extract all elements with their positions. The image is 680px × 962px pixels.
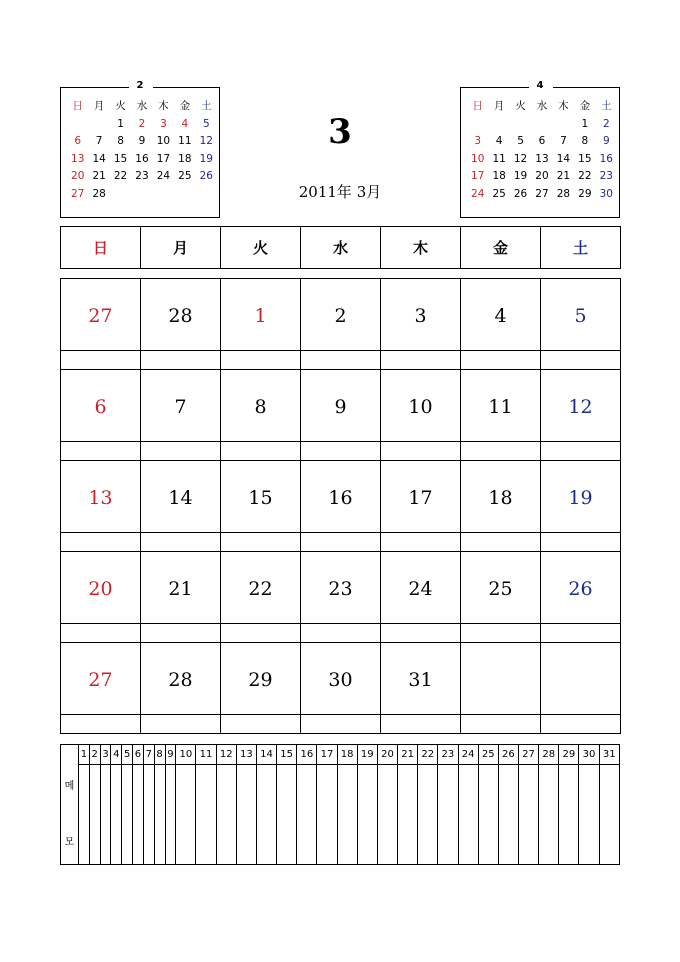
mini-weekday-label: 日: [472, 100, 483, 112]
mini-day-cell: [67, 116, 88, 134]
mini-day-cell: 8: [581, 135, 589, 147]
memo-day-number: 16: [297, 745, 317, 765]
mini-day-cell: 12: [199, 135, 213, 147]
note-cell: [381, 533, 461, 552]
year-month-title: 2011年 3月: [298, 183, 382, 201]
memo-day-number: 28: [539, 745, 559, 765]
mini-weekday-label: 水: [536, 100, 548, 112]
mini-day-cell: 17: [156, 152, 171, 165]
mini-day-cell: 27: [535, 187, 549, 200]
mini-day-cell: 2: [138, 117, 146, 130]
memo-day-number: 10: [176, 745, 196, 765]
weekday-header-cell: 日: [61, 227, 141, 269]
mini-day-cell: 30: [599, 187, 613, 200]
mini-day-cell: 21: [92, 170, 106, 182]
mini-day-cell: 23: [135, 170, 149, 182]
week-note-row: [61, 624, 621, 643]
mini-day-cell: 4: [495, 135, 503, 147]
day-cell: 26: [541, 552, 621, 624]
note-cell: [221, 715, 301, 734]
mini-day-cell: 28: [92, 187, 106, 200]
mini-day-cell: [131, 186, 152, 204]
day-cell: 6: [61, 370, 141, 442]
day-cell: 29: [221, 643, 301, 715]
day-cell: 13: [61, 461, 141, 533]
mini-day-cell: 15: [113, 152, 128, 165]
mini-day-cell: 27: [71, 187, 85, 200]
day-cell: 19: [541, 461, 621, 533]
mini-day-cell: [88, 116, 109, 134]
week-row: [61, 643, 621, 715]
note-cell: [221, 351, 301, 370]
mini-day-cell: 10: [471, 152, 485, 165]
mini-weekday-label: 土: [201, 100, 212, 112]
weekday-header: [60, 226, 621, 269]
note-cell: [61, 624, 141, 643]
mini-day-cell: 11: [492, 152, 506, 165]
mini-day-cell: [531, 116, 552, 134]
note-cell: [61, 442, 141, 461]
memo-day-number: 5: [122, 745, 133, 765]
mini-day-cell: 5: [202, 117, 210, 130]
mini-calendar-prev-title: 2: [136, 80, 144, 91]
memo-cell: [559, 765, 579, 865]
memo-cell: [154, 765, 165, 865]
mini-day-cell: 9: [138, 135, 146, 147]
week-row: [61, 552, 621, 624]
memo-day-number: 8: [154, 745, 165, 765]
note-cell: [541, 715, 621, 734]
weekday-header-cell: 月: [141, 227, 221, 269]
note-cell: [381, 624, 461, 643]
memo-day-number: 23: [438, 745, 458, 765]
memo-cell: [579, 765, 599, 865]
memo-strip: [60, 744, 620, 865]
mini-day-cell: 24: [471, 187, 485, 200]
note-cell: [301, 442, 381, 461]
mini-day-cell: 20: [535, 170, 549, 182]
note-cell: [221, 624, 301, 643]
memo-cell: [89, 765, 100, 865]
note-cell: [301, 715, 381, 734]
mini-weekday-label: 金: [179, 100, 191, 112]
mini-weekday-label: 日: [72, 100, 83, 112]
day-cell: [541, 643, 621, 715]
mini-day-cell: [174, 186, 195, 204]
memo-day-number: 7: [143, 745, 154, 765]
mini-calendar-prev: [60, 80, 220, 218]
mini-day-cell: 5: [517, 135, 524, 147]
mini-day-cell: 14: [92, 152, 106, 165]
memo-cell: [297, 765, 317, 865]
mini-day-cell: 6: [74, 135, 82, 147]
memo-cell: [418, 765, 438, 865]
mini-day-cell: 21: [556, 170, 571, 182]
mini-day-cell: 3: [160, 117, 167, 130]
note-cell: [541, 351, 621, 370]
day-cell: 30: [301, 643, 381, 715]
day-cell: 18: [461, 461, 541, 533]
day-cell: 28: [141, 643, 221, 715]
note-cell: [541, 442, 621, 461]
mini-day-cell: 18: [178, 152, 192, 165]
day-cell: 17: [381, 461, 461, 533]
day-cell: 4: [461, 279, 541, 351]
mini-day-cell: 13: [71, 152, 85, 165]
mini-day-cell: 24: [156, 170, 171, 182]
memo-cell: [143, 765, 154, 865]
day-cell: 11: [461, 370, 541, 442]
mini-day-cell: [110, 186, 131, 204]
memo-cell: [317, 765, 337, 865]
weekday-header-cell: 火: [221, 227, 301, 269]
memo-day-number: 31: [599, 745, 619, 765]
day-cell: 23: [301, 552, 381, 624]
mini-day-cell: 26: [513, 187, 528, 200]
mini-weekday-label: 土: [601, 100, 612, 112]
day-cell: 14: [141, 461, 221, 533]
day-cell: 28: [141, 279, 221, 351]
day-cell: 7: [141, 370, 221, 442]
mini-day-cell: 19: [199, 152, 213, 165]
memo-day-number: 26: [498, 745, 518, 765]
mini-day-cell: 18: [492, 170, 506, 182]
mini-weekday-label: 金: [579, 100, 591, 112]
memo-day-number: 6: [133, 745, 144, 765]
week-row: [61, 370, 621, 442]
memo-cell: [100, 765, 111, 865]
day-cell: 20: [61, 552, 141, 624]
day-cell: 15: [221, 461, 301, 533]
day-cell: 27: [61, 643, 141, 715]
note-cell: [61, 715, 141, 734]
mini-calendar-prev-grid: [67, 98, 217, 203]
memo-cell: [196, 765, 216, 865]
weekday-header-cell: 土: [541, 227, 621, 269]
note-cell: [61, 351, 141, 370]
memo-cell: [377, 765, 397, 865]
mini-day-cell: 9: [602, 135, 610, 147]
calendar-grid: [60, 278, 621, 734]
mini-day-cell: 14: [556, 152, 571, 165]
week-note-row: [61, 715, 621, 734]
week-note-row: [61, 351, 621, 370]
mini-day-cell: 6: [538, 135, 546, 147]
mini-day-cell: 22: [113, 170, 128, 182]
mini-weekday-label: 火: [515, 100, 526, 112]
memo-label-top: 메: [64, 781, 75, 792]
week-row: [61, 461, 621, 533]
memo-cell: [498, 765, 518, 865]
note-cell: [221, 533, 301, 552]
day-cell: 21: [141, 552, 221, 624]
mini-day-cell: 19: [513, 170, 528, 182]
day-cell: [461, 643, 541, 715]
memo-cell: [539, 765, 559, 865]
mini-day-cell: 16: [135, 152, 149, 165]
note-cell: [381, 351, 461, 370]
weekday-header-cell: 金: [461, 227, 541, 269]
memo-cell: [337, 765, 357, 865]
memo-cell: [458, 765, 478, 865]
day-cell: 27: [61, 279, 141, 351]
weekday-header-cell: 木: [381, 227, 461, 269]
note-cell: [301, 624, 381, 643]
mini-day-cell: 26: [199, 170, 213, 182]
memo-cell: [256, 765, 276, 865]
memo-day-number: 3: [100, 745, 111, 765]
mini-day-cell: 20: [71, 170, 85, 182]
mini-weekday-label: 月: [493, 100, 505, 112]
note-cell: [541, 533, 621, 552]
memo-day-number: 24: [458, 745, 478, 765]
memo-cell: [236, 765, 256, 865]
mini-day-cell: 22: [578, 170, 592, 182]
mini-day-cell: 1: [117, 117, 124, 130]
mini-day-cell: 3: [474, 135, 482, 147]
week-note-row: [61, 533, 621, 552]
memo-day-number: 30: [579, 745, 599, 765]
memo-cell: [216, 765, 236, 865]
memo-day-number: 20: [377, 745, 397, 765]
note-cell: [461, 533, 541, 552]
note-cell: [141, 715, 221, 734]
note-cell: [301, 533, 381, 552]
mini-calendar-next-title: 4: [536, 80, 544, 91]
memo-day-number: 27: [518, 745, 538, 765]
note-cell: [141, 351, 221, 370]
memo-day-number: 2: [89, 745, 100, 765]
month-number: 3: [328, 112, 352, 152]
week-row: [61, 279, 621, 351]
memo-day-number: 4: [111, 745, 122, 765]
memo-cell: [357, 765, 377, 865]
mini-day-cell: 7: [560, 135, 567, 147]
mini-day-cell: [488, 116, 509, 134]
mini-day-cell: 8: [117, 135, 124, 147]
mini-day-cell: 23: [599, 170, 613, 182]
mini-day-cell: 7: [95, 135, 103, 147]
memo-cell: [277, 765, 297, 865]
memo-day-number: 15: [277, 745, 297, 765]
mini-day-cell: 16: [599, 152, 613, 165]
memo-day-number: 18: [337, 745, 357, 765]
note-cell: [461, 715, 541, 734]
memo-day-number: 21: [398, 745, 418, 765]
day-cell: 2: [301, 279, 381, 351]
memo-cell: [176, 765, 196, 865]
memo-cell: [398, 765, 418, 865]
mini-weekday-label: 月: [93, 100, 105, 112]
day-cell: 31: [381, 643, 461, 715]
memo-cell: [599, 765, 619, 865]
memo-cell: [518, 765, 538, 865]
memo-day-number: 12: [216, 745, 236, 765]
note-cell: [541, 624, 621, 643]
memo-day-number: 19: [357, 745, 377, 765]
mini-day-cell: 28: [556, 187, 571, 200]
memo-day-number: 11: [196, 745, 216, 765]
mini-day-cell: 15: [578, 152, 592, 165]
memo-corner: [61, 745, 79, 865]
mini-day-cell: 4: [181, 117, 189, 130]
day-cell: 3: [381, 279, 461, 351]
mini-weekday-label: 火: [115, 100, 126, 112]
mini-day-cell: 11: [178, 135, 192, 147]
memo-cell: [438, 765, 458, 865]
mini-day-cell: 17: [471, 170, 485, 182]
mini-weekday-label: 木: [558, 100, 569, 112]
day-cell: 10: [381, 370, 461, 442]
note-cell: [301, 351, 381, 370]
note-cell: [461, 442, 541, 461]
mini-day-cell: [510, 116, 531, 134]
note-cell: [461, 351, 541, 370]
memo-day-number: 1: [79, 745, 90, 765]
note-cell: [381, 715, 461, 734]
mini-day-cell: 29: [578, 187, 592, 200]
mini-day-cell: 25: [178, 170, 192, 182]
day-cell: 24: [381, 552, 461, 624]
mini-day-cell: 10: [156, 135, 171, 147]
note-cell: [221, 442, 301, 461]
memo-cell: [111, 765, 122, 865]
memo-day-number: 9: [165, 745, 176, 765]
mini-day-cell: [196, 186, 217, 204]
note-cell: [61, 533, 141, 552]
memo-day-number: 25: [478, 745, 498, 765]
note-cell: [141, 442, 221, 461]
memo-day-number: 14: [256, 745, 276, 765]
mini-day-cell: 1: [581, 117, 589, 130]
day-cell: 12: [541, 370, 621, 442]
memo-cell: [478, 765, 498, 865]
day-cell: 22: [221, 552, 301, 624]
mini-day-cell: 12: [513, 152, 528, 165]
memo-day-number: 22: [418, 745, 438, 765]
memo-day-number: 29: [559, 745, 579, 765]
note-cell: [141, 624, 221, 643]
mini-weekday-label: 木: [158, 100, 169, 112]
memo-cell: [122, 765, 133, 865]
mini-day-cell: [153, 186, 174, 204]
note-cell: [381, 442, 461, 461]
memo-day-number: 13: [236, 745, 256, 765]
day-cell: 1: [221, 279, 301, 351]
memo-cell: [165, 765, 176, 865]
mini-day-cell: 13: [535, 152, 549, 165]
memo-cell: [79, 765, 90, 865]
mini-day-cell: [467, 116, 488, 134]
note-cell: [461, 624, 541, 643]
memo-day-number: 17: [317, 745, 337, 765]
mini-calendar-next-grid: [467, 98, 617, 203]
mini-day-cell: [553, 116, 574, 134]
mini-day-cell: 2: [602, 117, 610, 130]
day-cell: 5: [541, 279, 621, 351]
day-cell: 16: [301, 461, 381, 533]
note-cell: [141, 533, 221, 552]
mini-weekday-label: 水: [136, 100, 148, 112]
mini-calendar-next: [460, 80, 620, 218]
mini-day-cell: 25: [492, 187, 506, 200]
day-cell: 9: [301, 370, 381, 442]
week-note-row: [61, 442, 621, 461]
day-cell: 8: [221, 370, 301, 442]
memo-cell: [133, 765, 144, 865]
day-cell: 25: [461, 552, 541, 624]
weekday-header-cell: 水: [301, 227, 381, 269]
memo-label-bottom: 모: [64, 837, 75, 848]
